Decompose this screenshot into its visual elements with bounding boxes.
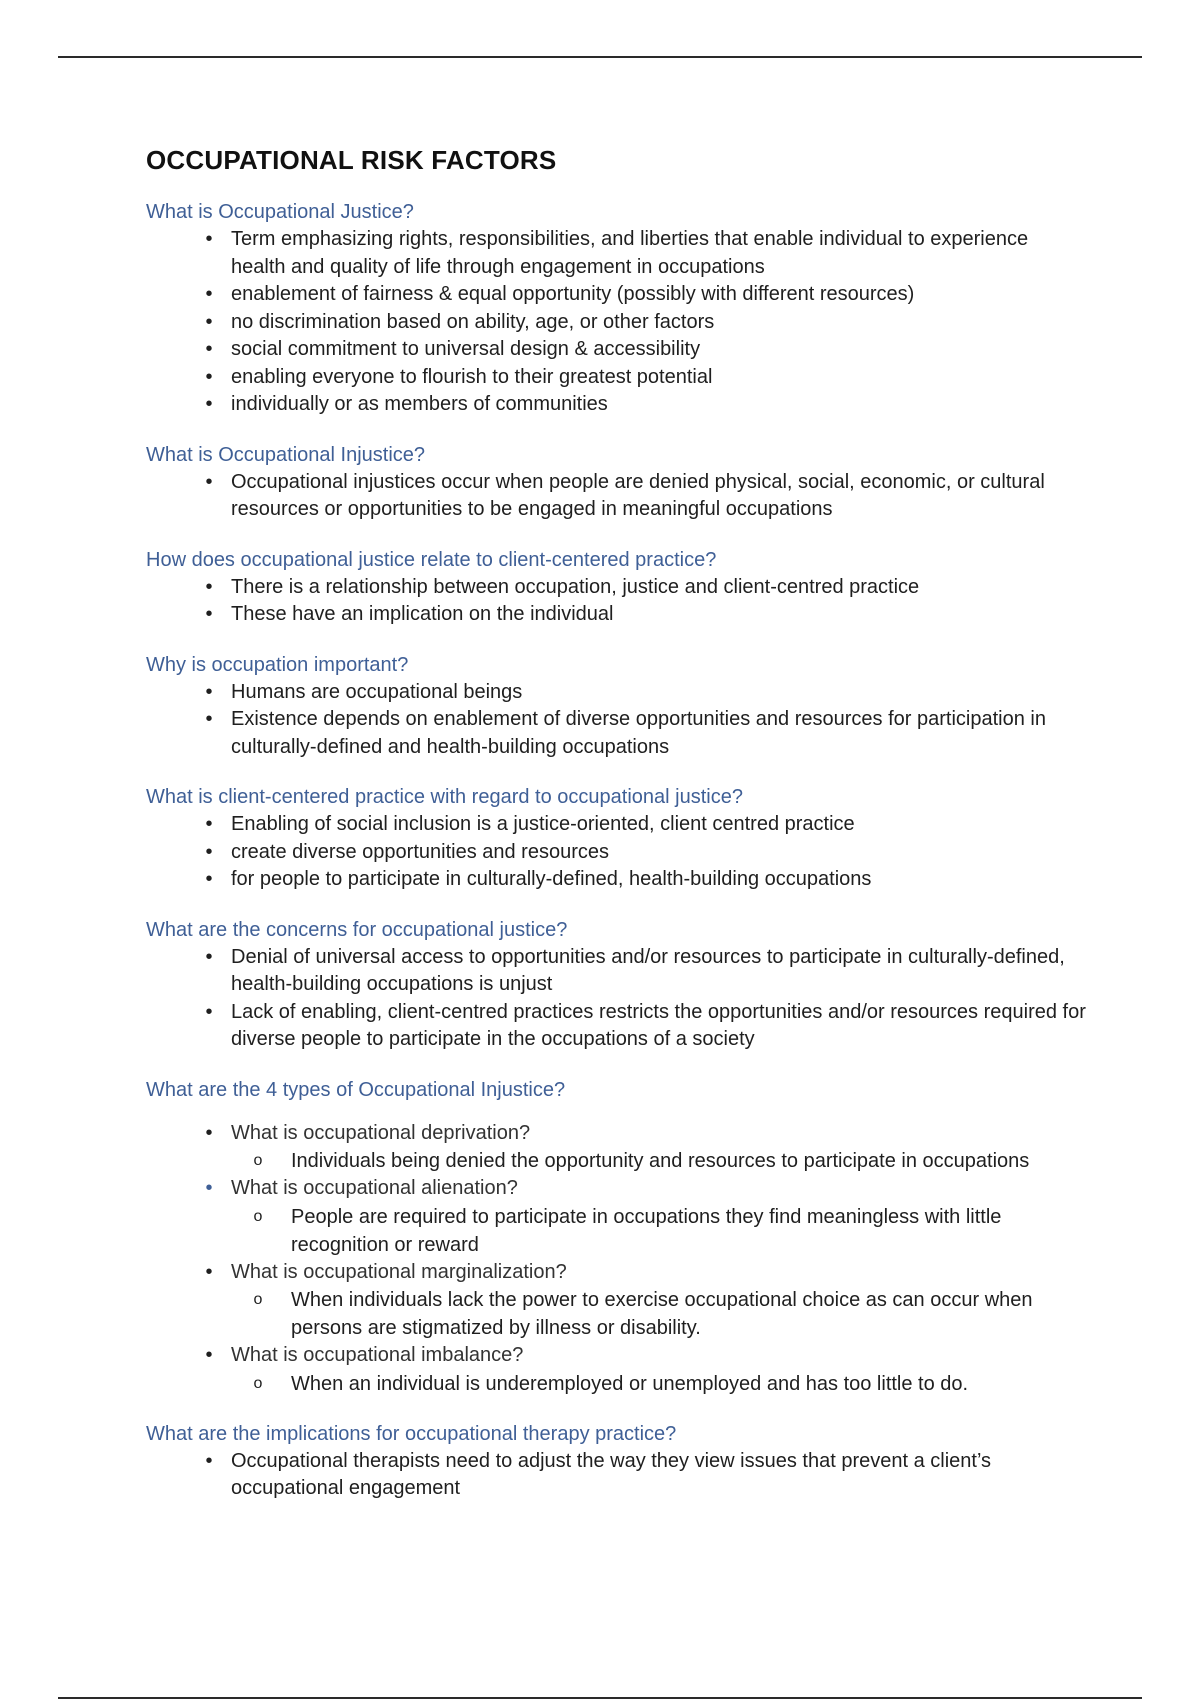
list-item-text: Lack of enabling, client-centred practices restricts the opportunities and/or resources required for diverse people to participate in the occupations of a society xyxy=(231,1000,1086,1050)
list-item xyxy=(146,706,1086,761)
list-item-text: for people to participate in culturally-defined, health-building occupations xyxy=(231,868,872,890)
list-item xyxy=(146,364,1086,392)
sub-bullet-list xyxy=(231,1147,1086,1175)
list-item-text: There is a relationship between occupation, justice and client-centred practice xyxy=(231,575,920,598)
sub-bullet-list xyxy=(231,1370,1086,1398)
list-item xyxy=(146,1120,1086,1176)
bullet-icon: • xyxy=(205,393,213,415)
list-item-text: enablement of fairness & equal opportunity (possibly with different resources) xyxy=(231,283,915,305)
circle-bullet-icon: o xyxy=(253,1374,263,1392)
sub-list-item xyxy=(231,1286,1086,1342)
bullet-icon: • xyxy=(205,228,213,250)
page-title: OCCUPATIONAL RISK FACTORS xyxy=(146,145,557,175)
list-item xyxy=(146,391,1086,419)
list-item xyxy=(146,574,1086,602)
bottom-rule xyxy=(58,1697,1142,1699)
list-item-text: These have an implication on the individual xyxy=(231,603,614,625)
list-item xyxy=(146,469,1086,524)
bullet-icon: • xyxy=(205,813,213,835)
list-item-text: no discrimination based on ability, age, or other factors xyxy=(231,310,715,333)
bullet-icon: • xyxy=(205,868,213,890)
sub-list-item-text: People are required to participate in occupations they find meaningless with little recognition or reward xyxy=(291,1205,1002,1256)
bullet-icon: • xyxy=(205,1344,213,1366)
sub-list-item xyxy=(231,1147,1086,1175)
section-question: What are the implications for occupational therapy practice? xyxy=(146,1422,677,1445)
section-question: Why is occupation important? xyxy=(146,653,409,676)
list-item xyxy=(146,601,1086,629)
section-question: What is Occupational Justice? xyxy=(146,201,414,223)
top-rule xyxy=(58,56,1142,58)
bullet-icon: • xyxy=(205,680,213,703)
section-question: What is client-centered practice with regard to occupational justice? xyxy=(146,786,743,808)
bullet-icon: • xyxy=(205,310,213,333)
list-item-text: Occupational therapists need to adjust the way they view issues that prevent a client’s occupational engagement xyxy=(231,1449,992,1499)
bullet-icon: • xyxy=(205,283,213,305)
list-item xyxy=(146,226,1086,281)
section-question: What are the concerns for occupational justice? xyxy=(146,918,568,941)
list-item xyxy=(146,309,1086,337)
bullet-list xyxy=(146,1448,1086,1503)
list-item xyxy=(146,1175,1086,1259)
list-item xyxy=(146,839,1086,867)
list-item-text: Humans are occupational beings xyxy=(231,680,523,703)
bullet-icon: • xyxy=(205,470,213,493)
bullet-icon: • xyxy=(205,603,213,625)
bullet-list xyxy=(146,679,1086,762)
bullet-list xyxy=(146,1120,1086,1398)
sub-list-item-text: When an individual is underemployed or unemployed and has too little to do. xyxy=(291,1372,969,1395)
bullet-list xyxy=(146,226,1086,419)
bullet-icon: • xyxy=(205,840,213,863)
list-item-text: Occupational injustices occur when people are denied physical, social, economic, or cultural resources or opportunities to be engaged in meaningful occupations xyxy=(231,470,1045,520)
sub-list-item xyxy=(231,1203,1086,1259)
list-item-text: Existence depends on enablement of diverse opportunities and resources for participation in culturally-defined and health-building occupations xyxy=(231,708,1046,758)
bullet-list xyxy=(146,574,1086,629)
sub-list-item-text: When individuals lack the power to exercise occupational choice as can occur when persons are stigmatized by illness or disability. xyxy=(291,1289,1033,1339)
sub-bullet-list xyxy=(231,1203,1086,1259)
list-item-text: What is occupational deprivation? xyxy=(231,1121,531,1144)
list-item xyxy=(146,679,1086,707)
bullet-icon: • xyxy=(205,1121,213,1144)
list-item-text: social commitment to universal design & accessibility xyxy=(231,338,701,360)
section-question: How does occupational justice relate to client-centered practice? xyxy=(146,548,717,571)
list-item xyxy=(146,944,1086,999)
list-item xyxy=(146,336,1086,364)
sub-list-item xyxy=(231,1370,1086,1398)
list-item-text: Denial of universal access to opportunities and/or resources to participate in culturally-defined, health-building occupations is unjust xyxy=(231,945,1065,995)
list-item xyxy=(146,999,1086,1054)
bullet-list xyxy=(146,469,1086,524)
list-item xyxy=(146,1342,1086,1398)
document-body xyxy=(146,145,1086,1525)
bullet-icon: • xyxy=(205,1177,213,1199)
list-item-text: What is occupational alienation? xyxy=(231,1177,518,1199)
list-item-text: Term emphasizing rights, responsibilities, and liberties that enable individual to experience health and quality of life through engagement in occupations xyxy=(231,228,1029,278)
list-item xyxy=(146,811,1086,839)
list-item-text: enabling everyone to flourish to their greatest potential xyxy=(231,365,713,388)
bullet-icon: • xyxy=(205,575,213,598)
list-item-text: What is occupational imbalance? xyxy=(231,1344,524,1366)
sub-list-item-text: Individuals being denied the opportunity and resources to participate in occupations xyxy=(291,1150,1030,1172)
sub-bullet-list xyxy=(231,1286,1086,1342)
bullet-icon: • xyxy=(205,1260,213,1283)
circle-bullet-icon: o xyxy=(253,1291,263,1308)
bullet-icon: • xyxy=(205,365,213,388)
list-item-text: What is occupational marginalization? xyxy=(231,1260,567,1283)
list-item-text: create diverse opportunities and resources xyxy=(231,840,609,863)
circle-bullet-icon: o xyxy=(253,1152,263,1169)
bullet-icon: • xyxy=(205,1449,213,1472)
list-item-text: Enabling of social inclusion is a justice-oriented, client centred practice xyxy=(231,813,855,835)
bullet-icon: • xyxy=(205,708,213,730)
bullet-list xyxy=(146,811,1086,894)
section-question: What is Occupational Injustice? xyxy=(146,443,426,466)
list-item xyxy=(146,1259,1086,1343)
list-item-text: individually or as members of communities xyxy=(231,393,608,415)
bullet-icon: • xyxy=(205,338,213,360)
list-item xyxy=(146,1448,1086,1503)
bullet-list xyxy=(146,944,1086,1054)
list-item xyxy=(146,866,1086,894)
circle-bullet-icon: o xyxy=(253,1207,263,1225)
bullet-icon: • xyxy=(205,945,213,968)
bullet-icon: • xyxy=(205,1000,213,1023)
section-question: What are the 4 types of Occupational Injustice? xyxy=(146,1078,566,1101)
list-item xyxy=(146,281,1086,309)
